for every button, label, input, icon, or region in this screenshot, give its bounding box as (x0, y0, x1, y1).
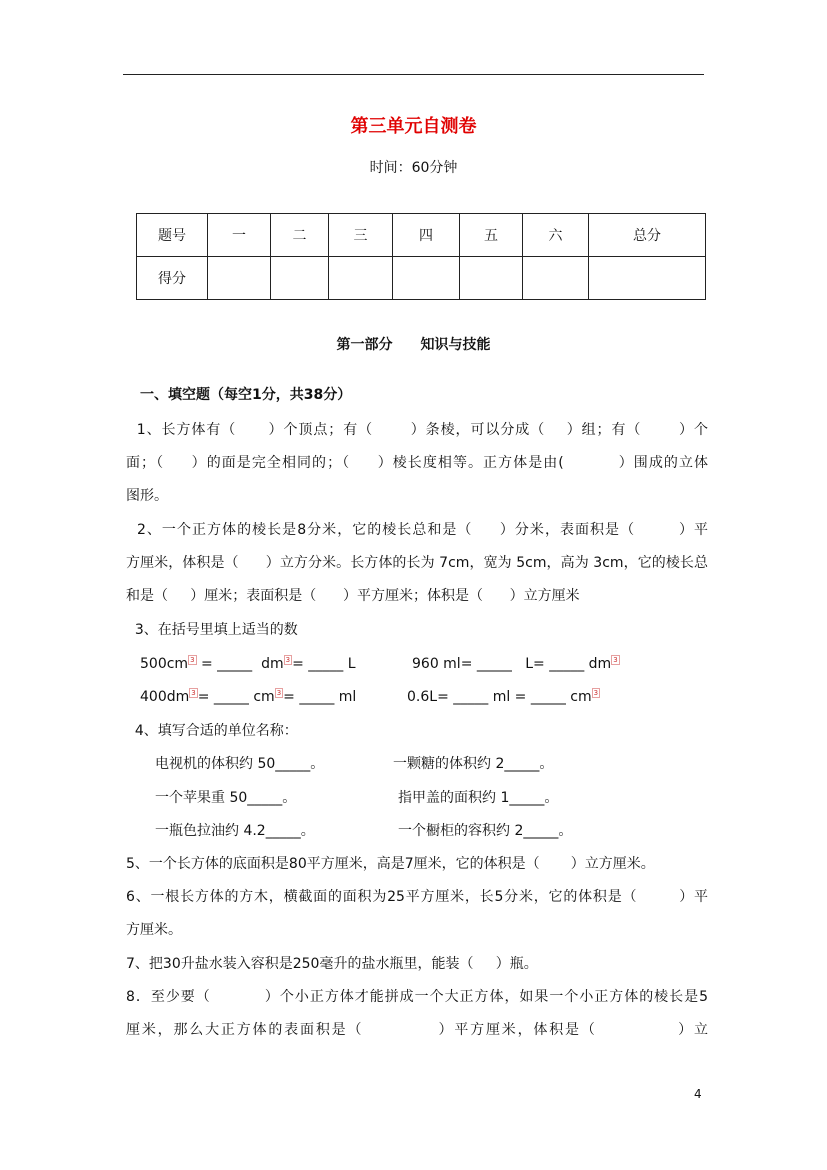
question-2-line-2: 方厘米，体积是（ ）立方分米。长方体的长为 7cm，宽为 5cm，高为 3cm，它的棱长总 (126, 555, 708, 571)
score-header-cell: 六 (523, 214, 589, 257)
q3-row-2-left-text: 400dm (140, 689, 190, 705)
question-6-line-2: 方厘米。 (126, 922, 182, 938)
superscript-mark: 3 (276, 689, 282, 698)
question-1-line-1: 1、长方体有（ ）个顶点；有（ ）条棱，可以分成（ ）组；有（ ）个 (126, 422, 708, 438)
question-2-line-3: 和是（ ）厘米；表面积是（ ）平方厘米；体积是（ ）立方厘米 (126, 588, 580, 604)
page-number: 4 (694, 1087, 702, 1101)
question-1-line-3: 图形。 (126, 488, 168, 504)
superscript-mark: 3 (191, 689, 196, 698)
question-1-line-2: 面；（ ）的面是完全相同的；（ ）棱长度相等。正方体是由( ）围成的立体 (126, 455, 708, 471)
score-cell[interactable] (208, 257, 271, 300)
q4-item: 电视机的体积约 50_____。 (155, 756, 325, 772)
superscript-mark: 3 (613, 656, 618, 665)
score-header-cell: 一 (208, 214, 271, 257)
q3-row-2-left (140, 687, 356, 707)
q3-row-1-left-text: 500cm (140, 656, 189, 672)
score-row-label: 得分 (137, 257, 208, 300)
q3-row-1-left-text: = _____ L (292, 656, 356, 672)
question-4-prompt: 4、填写合适的单位名称： (126, 723, 298, 739)
superscript-mark: 3 (190, 656, 195, 665)
score-table-score-row (137, 257, 706, 300)
score-cell[interactable] (329, 257, 393, 300)
question-8-line-1: 8．至少要（ ）个小正方体才能拼成一个大正方体，如果一个小正方体的棱长是5 (126, 989, 708, 1005)
score-header-cell: 五 (460, 214, 523, 257)
superscript-mark: 3 (593, 689, 599, 698)
q3-row-2-right (407, 687, 600, 707)
question-2-line-1: 2、一个正方体的棱长是8分米，它的棱长总和是（ ）分米，表面积是（ ）平 (126, 522, 708, 538)
q4-item: 一颗糖的体积约 2_____。 (393, 756, 554, 772)
page-title: 第三单元自测卷 (350, 116, 477, 137)
header-rule (123, 74, 704, 75)
score-cell[interactable] (589, 257, 706, 300)
q4-item: 一个橱柜的容积约 2_____。 (398, 823, 573, 839)
section-name: 知识与技能 (420, 337, 491, 353)
score-cell[interactable] (393, 257, 460, 300)
score-table-header-row (137, 214, 706, 257)
time-limit: 时间：60分钟 (369, 160, 458, 176)
question-5: 5、一个长方体的底面积是80平方厘米，高是7厘米，它的体积是（ ）立方厘米。 (126, 856, 655, 872)
question-8-line-2: 厘米，那么大正方体的表面积是（ ）平方厘米，体积是（ ）立 (126, 1022, 708, 1038)
score-cell[interactable] (271, 257, 329, 300)
q3-row-1-right-text: 960 ml= _____ L= _____ dm (412, 656, 612, 672)
score-table (136, 213, 706, 300)
question-6-line-1: 6、一根长方体的方木，横截面的面积为25平方厘米，长5分米，它的体积是（ ）平 (126, 889, 708, 905)
section-title (0, 334, 827, 354)
score-header-cell: 题号 (137, 214, 208, 257)
score-header-cell: 二 (271, 214, 329, 257)
score-cell[interactable] (523, 257, 589, 300)
score-header-cell: 总分 (589, 214, 706, 257)
section-part: 第一部分 (336, 337, 393, 353)
superscript-mark: 3 (285, 656, 291, 665)
q3-row-2-left-text: = _____ ml (283, 689, 357, 705)
question-7: 7、把30升盐水装入容积是250毫升的盐水瓶里，能装（ ）瓶。 (126, 956, 538, 972)
q4-item: 一个苹果重 50_____。 (155, 790, 297, 806)
q4-item: 指甲盖的面积约 1_____。 (398, 790, 559, 806)
q3-row-2-left-text: = _____ cm (197, 689, 275, 705)
question-group-heading: 一、填空题（每空1分，共38分） (140, 387, 352, 403)
score-header-cell: 四 (393, 214, 460, 257)
score-header-cell: 三 (329, 214, 393, 257)
q4-item: 一瓶色拉油约 4.2_____。 (155, 823, 315, 839)
score-cell[interactable] (460, 257, 523, 300)
q3-row-1-left (140, 654, 356, 674)
question-3-prompt: 3、在括号里填上适当的数 (126, 622, 298, 638)
q3-row-1-right (412, 654, 620, 674)
q3-row-2-right-text: 0.6L= _____ ml = _____ cm (407, 689, 592, 705)
q3-row-1-left-text: = _____ dm (196, 656, 284, 672)
